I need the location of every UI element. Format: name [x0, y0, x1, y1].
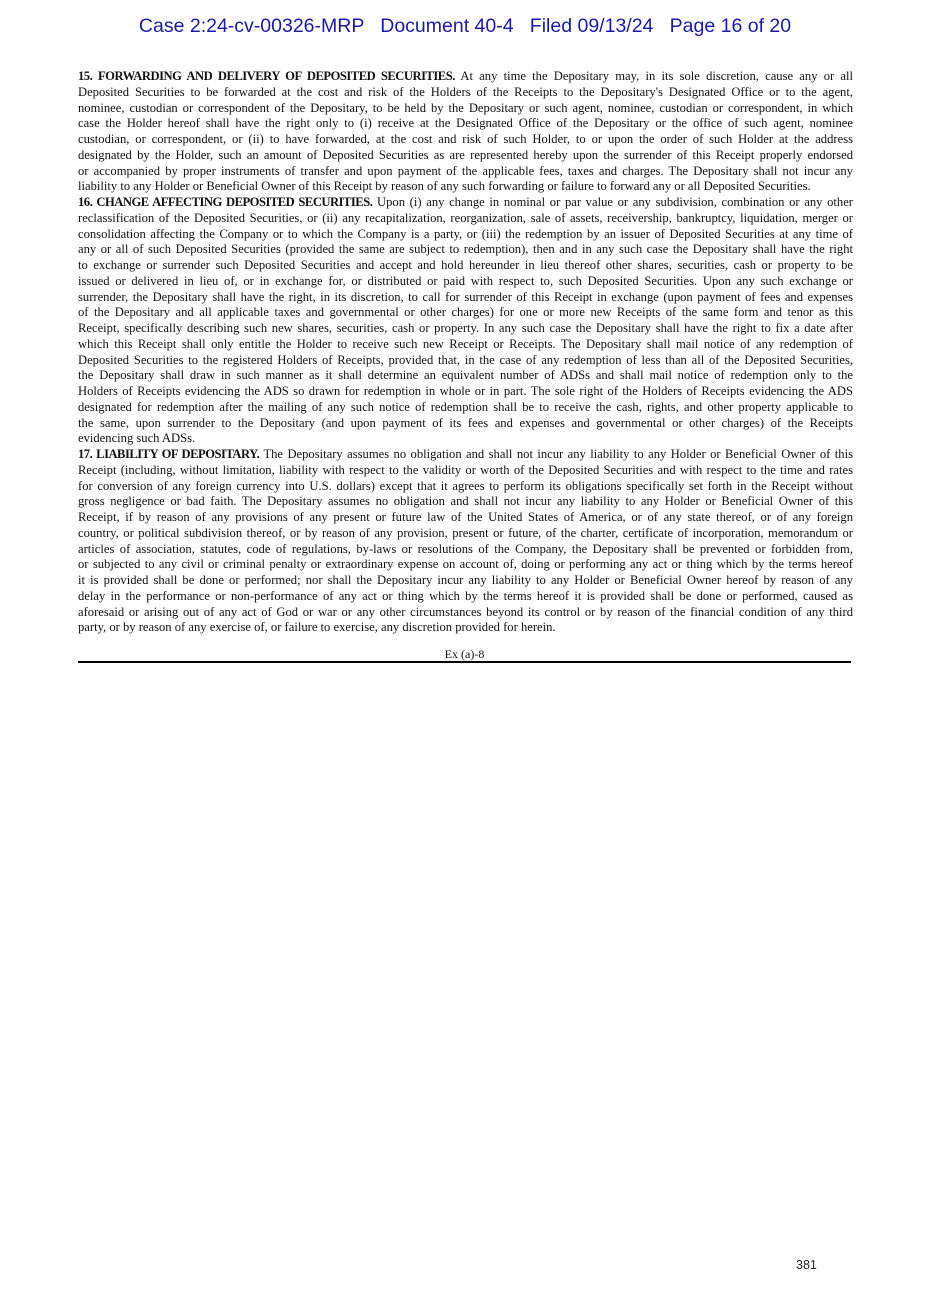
document-body: [78, 69, 853, 636]
exhibit-label: Ex (a)-8: [444, 647, 485, 661]
text-line: the same, upon surrender to the Depositary (and upon payment of its fees and expenses and governmental or other charges) of the Receipts: [78, 415, 853, 430]
text-line: custodian, or correspondent, or (ii) to have forwarded, at the cost and risk of such Holder, to or upon the order of such Holder at the address: [78, 132, 853, 146]
text-line: Holders of Receipts evidencing the ADS so drawn for redemption in whole or in part. The sole right of the Holders of Receipts evidencing the ADS: [78, 384, 853, 398]
text-line: for conversion of any foreign currency into U.S. dollars) except that it agrees to perform its obligations specifically set forth in the Receipt without: [78, 478, 853, 493]
section-17-heading: 17. LIABILITY OF DEPOSITARY.: [78, 447, 260, 461]
text-line: Deposited Securities to be forwarded at the cost and risk of the Holders of the Receipts to the Depositary's Designated Office or to the agent,: [78, 84, 853, 99]
section-15-heading: 15. FORWARDING AND DELIVERY OF DEPOSITED SECURITIES.: [78, 69, 455, 83]
text-line: of the Depositary and all applicable taxes and governmental or other charges) for one or more new Receipts of the same form and tenor as this: [78, 305, 853, 320]
case-header-stamp: Case 2:24-cv-00326-MRP Document 40-4 Filed 09/13/24 Page 16 of 20: [138, 15, 792, 37]
text-line: it is provided shall be done or performed; nor shall the Depositary incur any liability to any Holder or Beneficial Owner hereof by reason of any: [78, 573, 853, 587]
text-line: Receipt, if by reason of any provisions of any present or future law of the United States of America, or of any state thereof, or of any foreign: [78, 510, 853, 524]
text-line: any or all of such Deposited Securities (provided the same are subject to redemption), then and in any such case the Depositary shall have the right: [78, 242, 853, 257]
text-line: Receipt (including, without limitation, liability with respect to the validity or worth of the Deposited Securities and with respect to the time and rates: [78, 462, 853, 477]
page-number: 381: [796, 1258, 817, 1272]
text-line: designated by the Holder, such an amount of Deposited Securities as are represented hereby upon the surrender of this Receipt properly endorsed: [78, 147, 853, 162]
text-line: issued or delivered in lieu of, or in exchange for, or distributed or paid with respect to, such Deposited Securities. Upon any such exchange or: [78, 273, 853, 288]
text-line: consolidation affecting the Company or to which the Company is a party, or (iii) the redemption by an issuer of Deposited Securities at any time of: [78, 226, 853, 241]
text-line: surrender, the Depositary shall have the right, in its discretion, to call for surrender of this Receipt in exchange (upon payment of fees and expenses: [78, 289, 853, 304]
text-line: nominee, custodian or correspondent of the Depositary, to be held by the Depositary or such agent, nominee, custodian or correspondent, in which: [78, 100, 853, 115]
text-line: the Depositary shall draw in such manner as it shall determine an equivalent number of ADSs and shall mail notice of redemption only to the: [78, 368, 853, 383]
section-15: 15. FORWARDING AND DELIVERY OF DEPOSITED SECURITIES. At any time the Depositary may, in its sole discretion, cause any or all Deposited Securities to be forwarded at the cost and risk of the Holders of the Receipts to the Depositary's Designated Office or to the agent, nominee, custodian or correspondent of the Depositary, to be held by the Depositary or such agent, nominee, custodian or correspondent, in which case the Holder hereof shall have the right only to (i) receive at the Designated Office of the Depositary or the office of such agent, nominee custodian, or correspondent, or (ii) to have forwarded, at the cost and risk of such Holder, to or upon the order of such Holder at the address designated by the Holder, such an amount of Deposited Securities as are represented hereby upon the surrender of this Receipt properly endorsed or accompanied by proper instruments of transfer and upon payment of the applicable fees, taxes and charges. The Depositary shall not incur any liability to any Holder or Beneficial Owner of this Receipt by reason of any such forwarding or failure to forward any or all Deposited Securities.: [78, 69, 853, 194]
text-line: case the Holder hereof shall have the right only to (i) receive at the Designated Office of the Depositary or the office of such agent, nominee: [78, 116, 853, 131]
text-line: or subjected to any civil or criminal penalty or extraordinary expense on account of, doing or performing any act or thing which by the terms hereof: [78, 557, 853, 572]
text-line: designated for redemption after the mailing of any such notice of redemption shall be to receive the cash, rights, and other property applicable to: [78, 399, 853, 414]
section-17: 17. LIABILITY OF DEPOSITARY. The Depositary assumes no obligation and shall not incur any liability to any Holder or Beneficial Owner of this Receipt (including, without limitation, liability with respect to the validity or worth of the Deposited Securities and with respect to the time and rates for conversion of any foreign currency into U.S. dollars) except that it agrees to perform its obligations specifically set forth in the Receipt without gross negligence or bad faith. The Depositary assumes no obligation and shall not incur any liability to any Holder or Beneficial Owner of this Receipt, if by reason of any provisions of any present or future law of the United States of America, or of any state thereof, or of any foreign country, or political subdivision thereof, or by reason of any provision, present or future, of the charter, certificate of incorporation, memorandum or articles of association, statutes, code of regulations, by-laws or resolutions of the Company, the Depositary shall be prevented or forbidden from, or subjected to any civil or criminal penalty or extraordinary expense on account of, doing or performing any act or thing which by the terms hereof it is provided shall be done or performed; nor shall the Depositary incur any liability to any Holder or Beneficial Owner hereof by reason of any delay in the performance or non-performance of any act or thing which by the terms hereof it is provided shall be done or performed, caused as aforesaid or arising out of any act of God or war or any other circumstances beyond its control or by reason of the financial condition of any third party, or by reason of any exercise of, or failure to exercise, any discretion provided for herein.: [78, 447, 853, 635]
text-line: reclassification of the Deposited Securities, or (ii) any recapitalization, reorganization, sale of assets, receivership, bankruptcy, liquidation, merger or: [78, 210, 853, 225]
section-16: 16. CHANGE AFFECTING DEPOSITED SECURITIES. Upon (i) any change in nominal or par value or any subdivision, combination or any other reclassification of the Deposited Securities, or (ii) any recapitalization, reorganization, sale of assets, receivership, bankruptcy, liquidation, merger or consolidation affecting the Company or to which the Company is a party, or (iii) the redemption by an issuer of Deposited Securities at any time of any or all of such Deposited Securities (provided the same are subject to redemption), then and in any such case the Depositary shall have the right to exchange or surrender such Deposited Securities and accept and hold hereunder in lieu thereof other shares, securities, cash or property to be issued or delivered in lieu of, or in exchange for, or distributed or paid with respect to, such Deposited Securities. Upon any such exchange or surrender, the Depositary shall have the right, in its discretion, to call for surrender of this Receipt in exchange (upon payment of fees and expenses of the Depositary and all applicable taxes and governmental or other charges) for one or more new Receipts of the same form and tenor as this Receipt, specifically describing such new shares, securities, cash or property. In any such case the Depositary shall have the right to fix a date after which this Receipt shall only entitle the Holder to receive such new Receipt or Receipts. The Depositary shall mail notice of any redemption of Deposited Securities to the registered Holders of Receipts, provided that, in the case of any redemption of less than all of the Deposited Securities, the Depositary shall draw in such manner as it shall determine an equivalent number of ADSs and shall mail notice of redemption only to the Holders of Receipts evidencing the ADS so drawn for redemption in whole or in part. The sole right of the Holders of Receipts evidencing the ADS designated for redemption after the mailing of any such notice of redemption shall be to receive the cash, rights, and other property applicable to the same, upon surrender to the Depositary (and upon payment of its fees and expenses and governmental or other charges) of the Receipts evidencing such ADSs.: [78, 195, 854, 446]
text-line: evidencing such ADSs.: [78, 431, 196, 446]
text-line: party, or by reason of any exercise of, or failure to exercise, any discretion provided for herein.: [78, 620, 556, 635]
footer-divider: [78, 661, 851, 663]
text-line: aforesaid or arising out of any act of God or war or any other circumstances beyond its control or by reason of the financial condition of any third: [78, 604, 853, 619]
text-line: gross negligence or bad faith. The Depositary assumes no obligation and shall not incur any liability to any Holder or Beneficial Owner of this: [78, 494, 853, 509]
text-line: or accompanied by proper instruments of transfer and upon payment of the applicable fees, taxes and charges. The Depositary shall not incur any: [78, 163, 853, 178]
text-line: Deposited Securities to the registered Holders of Receipts, provided that, in the case of any redemption of less than all of the Deposited Securities,: [78, 352, 853, 367]
text-line: articles of association, statutes, code of regulations, by-laws or resolutions of the Company, the Depositary shall be prevented or forbidden from,: [78, 541, 853, 556]
section-16-heading: 16. CHANGE AFFECTING DEPOSITED SECURITIES.: [78, 195, 373, 209]
text-line: Receipt, specifically describing such new shares, securities, cash or property. In any such case the Depositary shall have the right to fix a date after: [78, 321, 853, 335]
text-line: which this Receipt shall only entitle the Holder to receive such new Receipt or Receipts. The Depositary shall mail notice of any redemption of: [78, 336, 853, 351]
text-line: liability to any Holder or Beneficial Owner of this Receipt by reason of any such forwarding or failure to forward any or all Deposited Securities.: [78, 179, 811, 194]
text-line: delay in the performance or non-performance of any act or thing which by the terms hereof it is provided shall be done or performed, caused as: [78, 588, 853, 603]
text-line: to exchange or surrender such Deposited Securities and accept and hold hereunder in lieu thereof other shares, securities, cash or property to be: [78, 258, 853, 272]
text-line: country, or political subdivision thereof, or by reason of any provision, present or future, of the charter, certificate of incorporation, memorandum or: [78, 525, 853, 540]
